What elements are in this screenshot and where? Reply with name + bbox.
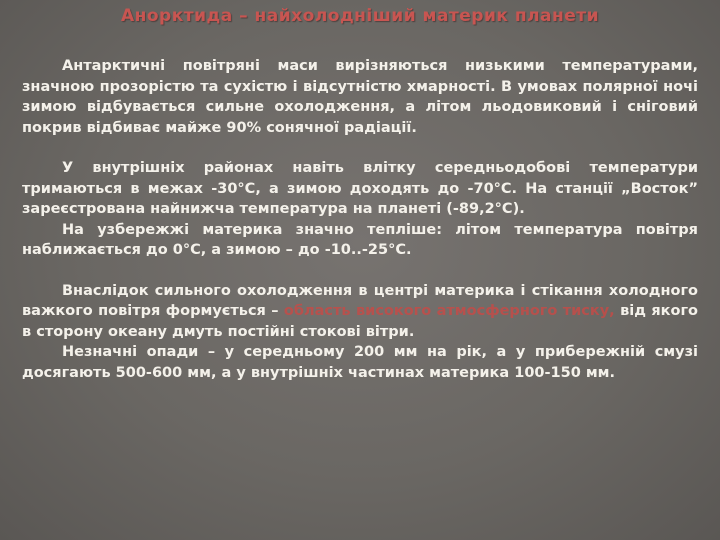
- paragraph-pressure-winds: [22, 281, 698, 343]
- paragraph-coast-temperatures: На узбережжі материка значно тепліше: літом температура повітря наближається до 0°С, а зимою – до -10..-25°С.: [22, 221, 698, 258]
- high-pressure-highlight: область високого атмосферного тиску,: [283, 303, 615, 319]
- paragraph-air-masses: Антарктичні повітряні маси вирізняються низькими температурами, значною прозорістю та сухістю і відсутністю хмарності. В умовах полярної ночі зимою відбувається сильне охолодження, а літом льодовиковий і сніговий покрив відбиває майже 90% сонячної радіації.: [22, 58, 698, 136]
- paragraph-precipitation: Незначні опади – у середньому 200 мм на рік, а у прибережній смузі досягають 500-600 мм, а у внутрішніх частинах материка 100-150 мм.: [22, 344, 698, 381]
- paragraph-gap: [22, 138, 698, 158]
- pressure-text-after: від якого в сторону океану дмуть постійні стокові вітри.: [22, 303, 699, 340]
- slide-title: Анорктида – найхолодніший материк планети: [120, 6, 600, 26]
- paragraph-gap: [22, 261, 698, 281]
- pressure-text-before: Внаслідок сильного охолодження в центрі материка і стікання холодного важкого повітря формується –: [22, 282, 698, 319]
- paragraph-interior-temperatures: У внутрішніх районах навіть влітку середньодобові температури тримаються в межах -30°С, а зимою доходять до -70°С. На станції „Восток” зареєстрована найнижча температура на планеті (-89,2°С).: [22, 160, 698, 217]
- body-text: [22, 56, 698, 383]
